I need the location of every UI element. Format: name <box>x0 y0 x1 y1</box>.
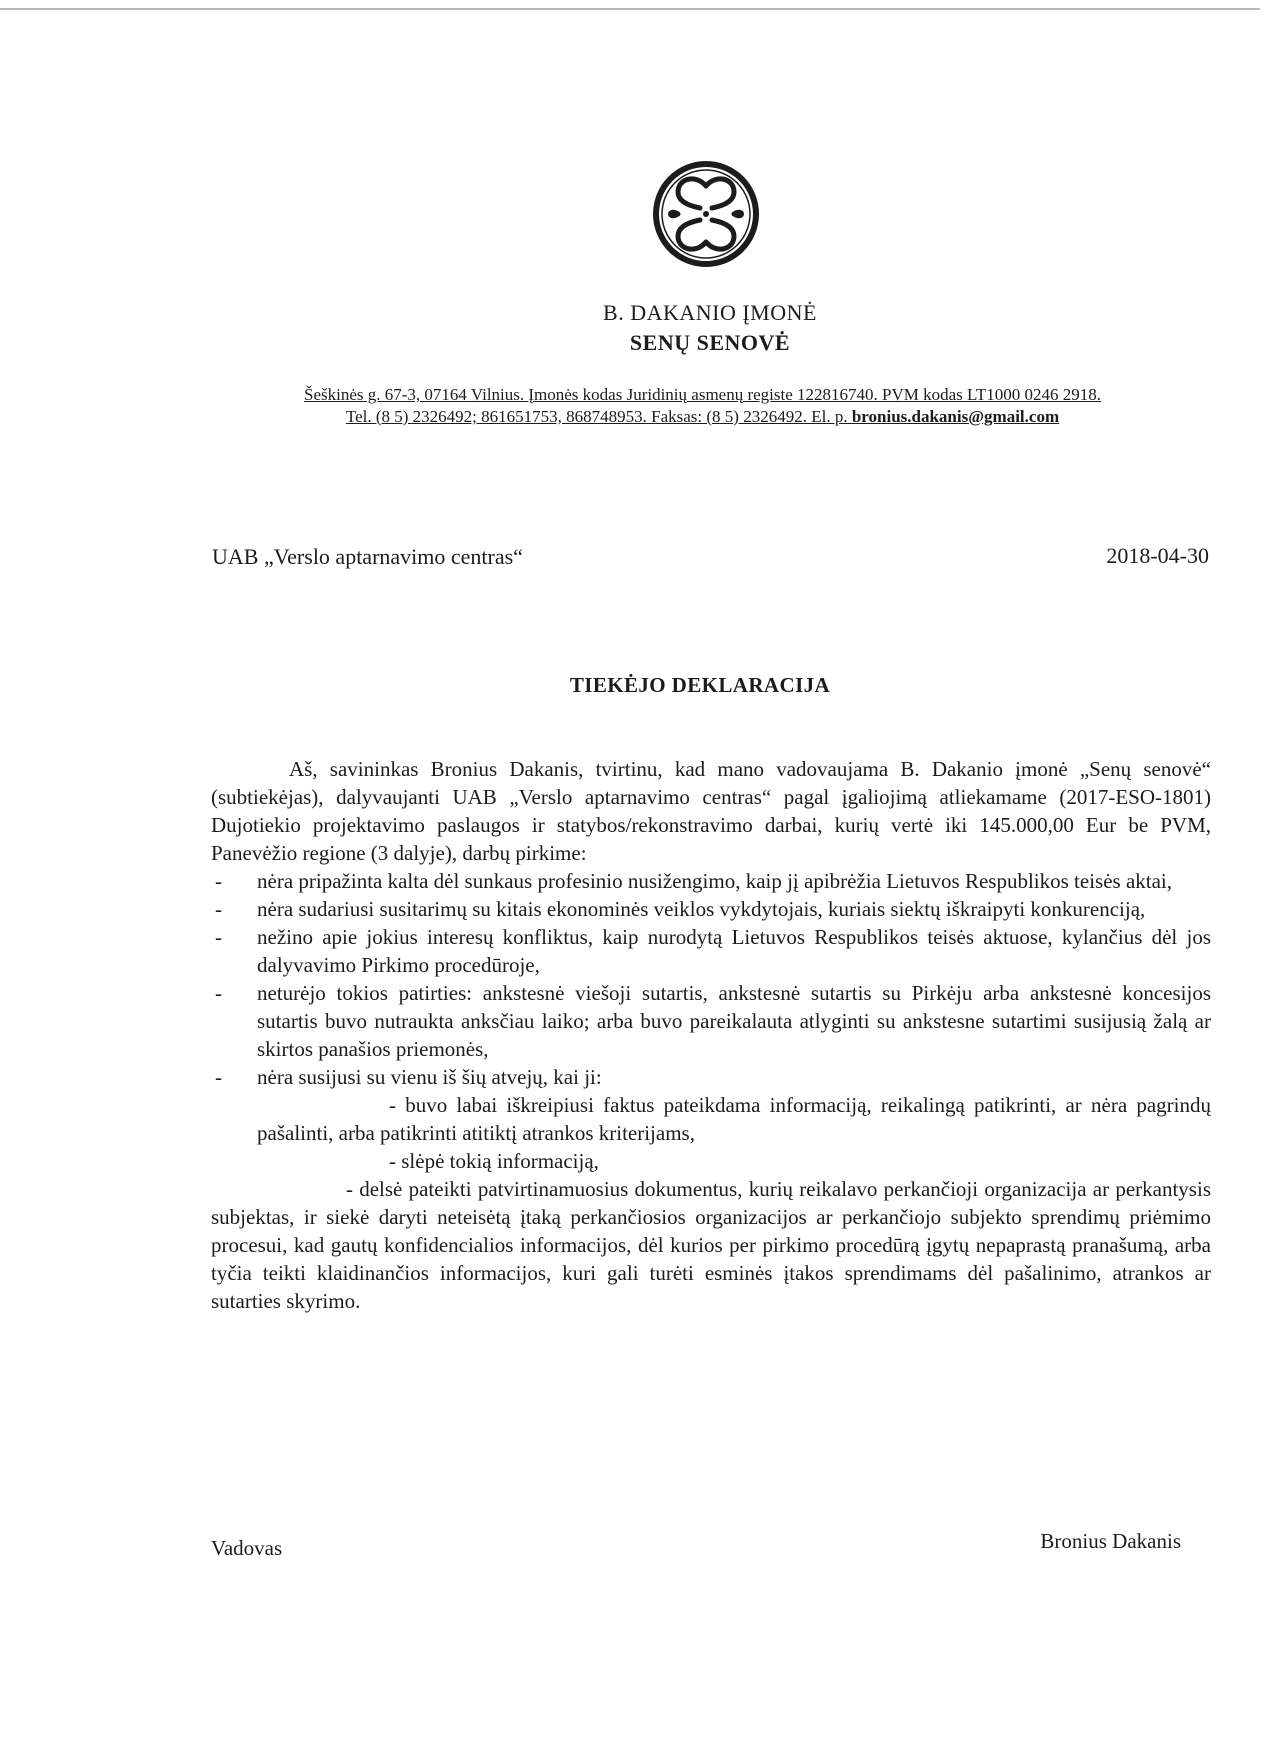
document-date: 2018-04-30 <box>1106 543 1209 568</box>
criteria-list <box>211 867 1211 1091</box>
list-item-text: neturėjo tokios patirties: ankstesnė viešoji sutartis, ankstesnė sutartis su Pirkėju arba ankstesnė koncesijos sutartis buvo nutraukta anksčiau laiko; arba buvo pareikalauta atlyginti su ankstesne sutartimi susijusią žalą ar skirtos panašios priemonės, <box>257 981 1211 1061</box>
sub-item: - delsė pateikti patvirtinamuosius dokumentus, kurių reikalavo perkančioji organizacija ar perkantysis subjektas, ir siekė daryti neteisėtą įtaką perkančiosios organizacijos ar perkančiojo subjekto sprendimų priėmimo procesui, kad gautų konfidencialios informacijos, dėl kurios per pirkimo procedūrą įgytų nepaprastą pranašumą, arba tyčia teikti klaidinančios informacijos, kuri gali turėti esminės įtakos sprendimams dėl pašalinimo, atrankos ar sutarties skyrimo. <box>211 1177 1211 1313</box>
company-phone-line <box>200 406 1205 427</box>
document-title: TIEKĖJO DEKLARACIJA <box>569 673 831 697</box>
list-item-text: nežino apie jokius interesų konfliktus, kaip nurodytą Lietuvos Respublikos teisės aktuose, kylančius dėl jos dalyvavimo Pirkimo procedūroje, <box>257 925 1211 977</box>
company-address-line: Šeškinės g. 67-3, 07164 Vilnius. Įmonės kodas Juridinių asmenų registe 122816740. PVM kodas LT1000 0246 2918. <box>303 385 1101 404</box>
bullet-dash: - <box>215 1065 222 1089</box>
phone-fax-text: Tel. (8 5) 2326492; 861651753, 868748953. Faksas: (8 5) 2326492. El. p. <box>345 407 852 426</box>
email-link[interactable]: bronius.dakanis@gmail.com <box>851 407 1060 426</box>
list-item <box>211 979 1211 1063</box>
list-item <box>211 1063 1211 1091</box>
bullet-dash: - <box>215 925 222 949</box>
list-item-text: nėra sudariusi susitarimų su kitais ekonominės veiklos vykdytojais, kuriais siektų iškraipyti konkurenciją, <box>257 897 1146 921</box>
declaration-body <box>211 755 1211 1315</box>
signer-position: Vadovas <box>211 1536 283 1560</box>
top-border-line <box>0 8 1260 10</box>
list-item <box>211 895 1211 923</box>
intro-paragraph: Aš, savininkas Bronius Dakanis, tvirtinu, kad mano vadovaujama B. Dakanio įmonė „Senų senovė“ (subtiekėjas), dalyvaujanti UAB „Verslo aptarnavimo centras“ pagal įgaliojimą atliekamame (2017-ESO-1801) Dujotiekio projektavimo paslaugos ir statybos/rekonstravimo darbai, kurių vertė iki 145.000,00 Eur be PVM, Panevėžio regione (3 dalyje), darbų pirkime: <box>211 757 1211 865</box>
sub-item: - buvo labai iškreipiusi faktus pateikdama informaciją, reikalingą patikrinti, ar nėra pagrindų pašalinti, arba patikrinti atitiktį atrankos kriterijams, <box>257 1093 1211 1145</box>
company-brand-name: SENŲ SENOVĖ <box>629 330 791 355</box>
signer-name: Bronius Dakanis <box>1040 1529 1181 1553</box>
bullet-dash: - <box>215 981 222 1005</box>
list-item-text: nėra susijusi su vienu iš šių atvejų, kai ji: <box>257 1065 602 1089</box>
recipient: UAB „Verslo aptarnavimo centras“ <box>212 544 523 569</box>
list-item-text: nėra pripažinta kalta dėl sunkaus profesinio nusižengimo, kaip jį apibrėžia Lietuvos Respublikos teisės aktai, <box>257 869 1173 893</box>
company-name: B. DAKANIO ĮMONĖ <box>603 300 817 325</box>
bullet-dash: - <box>215 897 222 921</box>
list-item <box>211 923 1211 979</box>
sub-item: - slėpė tokią informaciją, <box>389 1149 599 1173</box>
list-item <box>211 867 1211 895</box>
company-logo-icon <box>650 158 762 270</box>
bullet-dash: - <box>215 869 222 893</box>
